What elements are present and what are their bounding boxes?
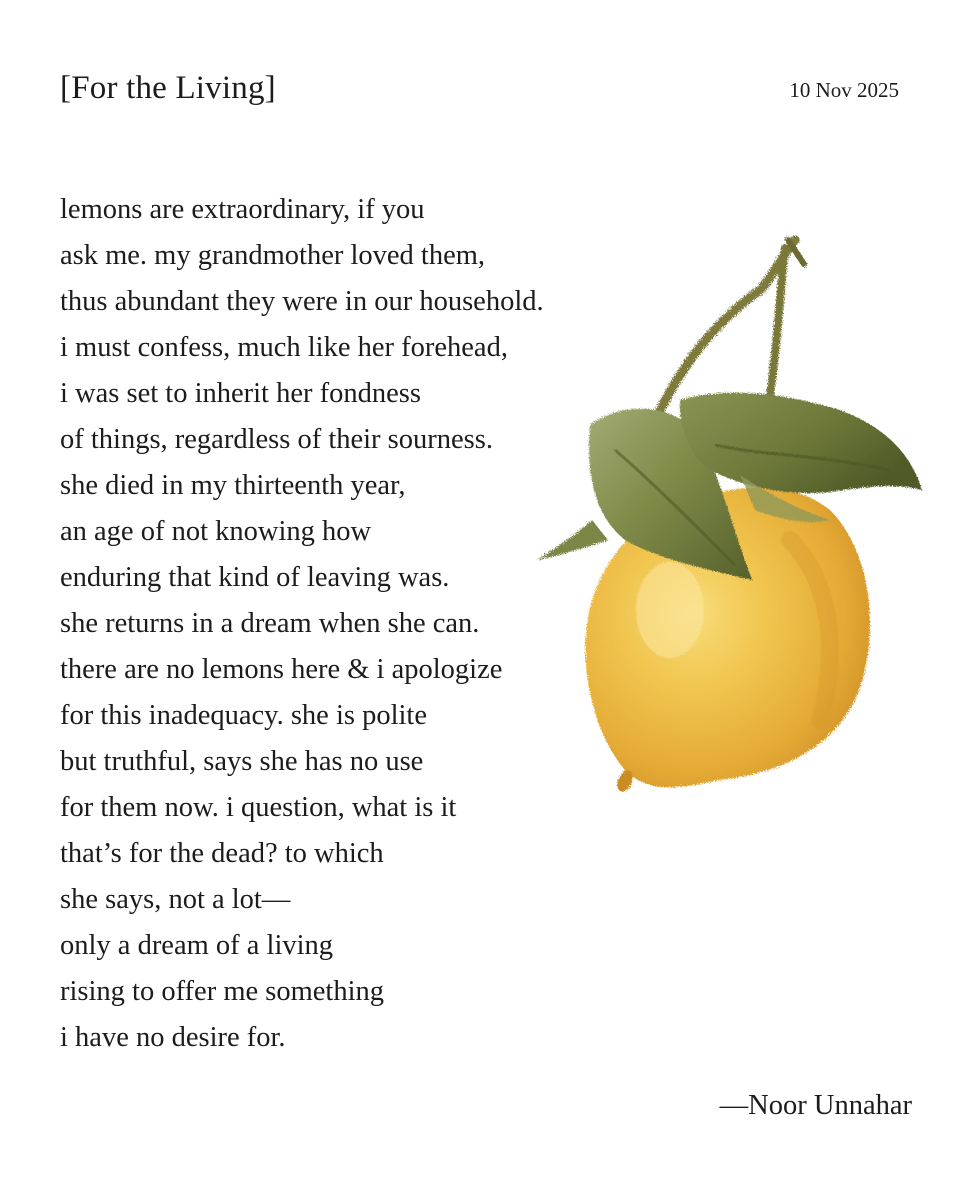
poem-line: but truthful, says she has no use — [60, 746, 424, 777]
poem-signature: —Noor Unnahar — [719, 1090, 912, 1121]
poem-date: 10 Nov 2025 — [789, 78, 899, 102]
poem-line: thus abundant they were in our household. — [60, 286, 544, 317]
poem-line: she died in my thirteenth year, — [60, 470, 406, 501]
poem-body — [60, 187, 544, 1061]
poem-line: she returns in a dream when she can. — [60, 608, 480, 639]
poem-line: an age of not knowing how — [60, 516, 372, 547]
poem-line: i must confess, much like her forehead, — [60, 332, 508, 363]
poem-line: enduring that kind of leaving was. — [60, 562, 450, 593]
poem-line: of things, regardless of their sourness. — [60, 424, 493, 455]
poem-line: i have no desire for. — [60, 1022, 286, 1053]
poem-line: ask me. my grandmother loved them, — [60, 240, 486, 271]
poem-line: for them now. i question, what is it — [60, 792, 457, 823]
poem-line: lemons are extraordinary, if you — [60, 194, 425, 225]
lemon-leaves — [538, 393, 922, 580]
poem-line: rising to offer me something — [60, 976, 385, 1007]
poem-line: i was set to inherit her fondness — [60, 378, 421, 409]
poem-line: that’s for the dead? to which — [60, 838, 384, 869]
poem-line: she says, not a lot— — [60, 884, 291, 915]
poem-line: only a dream of a living — [60, 930, 334, 961]
poem-title: [For the Living] — [60, 70, 276, 106]
poem-line: for this inadequacy. she is polite — [60, 700, 427, 731]
poem-line: there are no lemons here & i apologize — [60, 654, 503, 685]
lemon-illustration — [530, 220, 930, 800]
